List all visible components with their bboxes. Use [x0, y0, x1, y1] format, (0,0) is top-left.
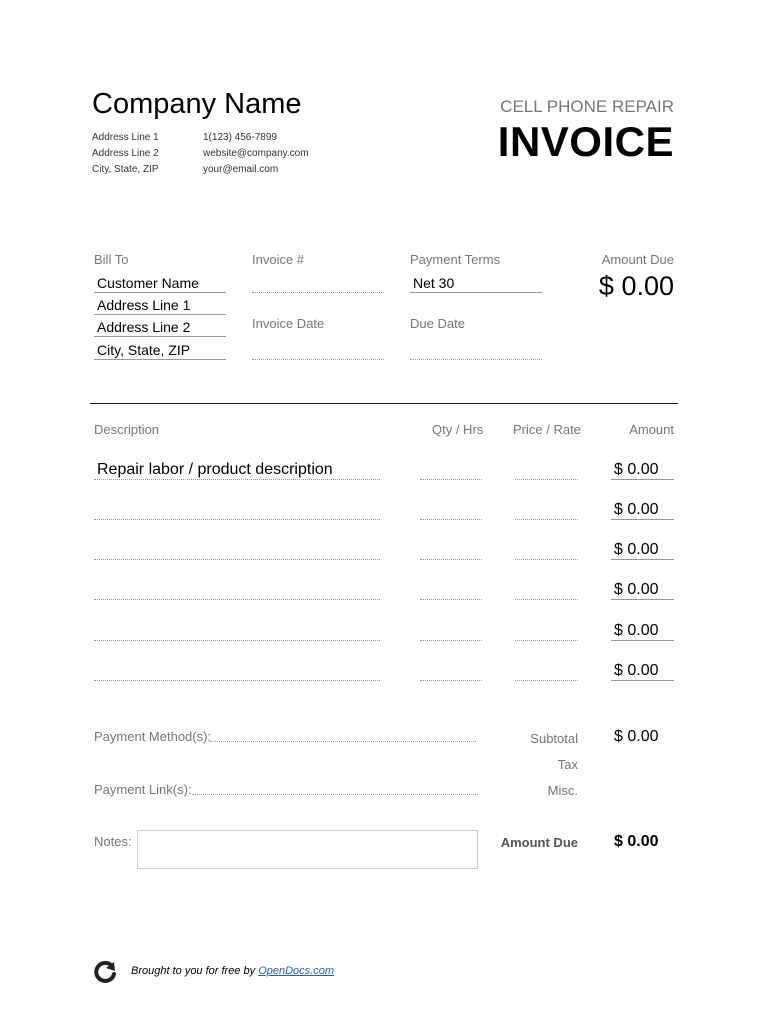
amount-due-summary-label: Amount Due	[500, 835, 578, 850]
amount-due-header-label: Amount Due	[601, 252, 674, 267]
payment-terms-field[interactable]: Net 30	[410, 273, 542, 293]
invoice-number-field[interactable]	[252, 273, 384, 293]
col-header-amount: Amount	[629, 422, 674, 437]
notes-textarea[interactable]	[137, 830, 478, 869]
due-date-field[interactable]	[410, 340, 542, 360]
row-4-description-field[interactable]	[94, 580, 380, 600]
bill-to-city-field[interactable]: City, State, ZIP	[94, 340, 226, 360]
row-5-qty-field[interactable]	[420, 621, 482, 641]
row-5-price-field[interactable]	[515, 621, 578, 641]
company-email: your@email.com	[203, 164, 279, 175]
bill-to-name-field[interactable]: Customer Name	[94, 273, 226, 293]
row-5-description-field[interactable]	[94, 621, 380, 641]
address-line-2: Address Line 2	[92, 148, 159, 159]
invoice-title: INVOICE	[497, 118, 674, 165]
col-header-qty: Qty / Hrs	[432, 422, 484, 437]
row-1-price-field[interactable]	[515, 460, 578, 480]
due-date-label: Due Date	[410, 316, 465, 331]
col-header-description: Description	[94, 422, 160, 437]
row-6-amount: $ 0.00	[611, 661, 674, 681]
company-contact	[203, 130, 309, 178]
row-3-description-field[interactable]	[94, 540, 380, 560]
company-phone: 1(123) 456-7899	[203, 132, 277, 143]
row-4-qty-field[interactable]	[420, 580, 482, 600]
payment-link-field[interactable]	[192, 776, 478, 795]
payment-method-label: Payment Method(s):	[94, 729, 212, 744]
notes-label: Notes:	[94, 834, 132, 849]
payment-link-label: Payment Link(s):	[94, 782, 192, 797]
opendocs-logo-icon	[94, 959, 118, 985]
row-4-amount: $ 0.00	[611, 580, 674, 600]
row-1-amount: $ 0.00	[611, 460, 674, 480]
company-name: Company Name	[92, 88, 302, 120]
company-website: website@company.com	[203, 148, 309, 159]
misc-label: Misc.	[547, 783, 578, 798]
row-6-description-field[interactable]	[94, 661, 380, 681]
row-1-qty-field[interactable]	[420, 460, 482, 480]
footer-text: Brought to you for free by	[131, 965, 256, 977]
address-line-1: Address Line 1	[92, 132, 159, 143]
row-6-price-field[interactable]	[515, 661, 578, 681]
invoice-number-label: Invoice #	[252, 252, 305, 267]
invoice-date-field[interactable]	[252, 340, 384, 360]
row-2-price-field[interactable]	[515, 500, 578, 520]
row-1-description-field[interactable]: Repair labor / product description	[94, 460, 380, 480]
subtotal-value: $ 0.00	[614, 728, 659, 745]
bill-to-address-1-field[interactable]: Address Line 1	[94, 295, 226, 315]
row-5-amount: $ 0.00	[611, 621, 674, 641]
amount-due-header-value: $ 0.00	[598, 271, 674, 301]
bill-to-address-2-field[interactable]: Address Line 2	[94, 317, 226, 337]
footer-credit	[131, 965, 334, 977]
row-2-amount: $ 0.00	[611, 500, 674, 520]
row-3-amount: $ 0.00	[611, 540, 674, 560]
row-3-qty-field[interactable]	[420, 540, 482, 560]
section-divider	[90, 403, 678, 404]
amount-due-summary-value: $ 0.00	[614, 833, 659, 850]
col-header-price: Price / Rate	[513, 422, 581, 437]
invoice-date-label: Invoice Date	[252, 316, 325, 331]
row-6-qty-field[interactable]	[420, 661, 482, 681]
address-line-3: City, State, ZIP	[92, 164, 159, 175]
opendocs-link[interactable]: OpenDocs.com	[258, 965, 335, 977]
row-2-qty-field[interactable]	[420, 500, 482, 520]
row-4-price-field[interactable]	[515, 580, 578, 600]
payment-terms-label: Payment Terms	[410, 252, 501, 267]
subtotal-label: Subtotal	[530, 731, 578, 746]
bill-to-label: Bill To	[94, 252, 129, 267]
payment-method-field[interactable]	[210, 723, 476, 742]
invoice-subtitle: CELL PHONE REPAIR	[500, 97, 674, 116]
company-address	[92, 130, 159, 178]
row-2-description-field[interactable]	[94, 500, 380, 520]
tax-label: Tax	[557, 757, 578, 772]
row-3-price-field[interactable]	[515, 540, 578, 560]
